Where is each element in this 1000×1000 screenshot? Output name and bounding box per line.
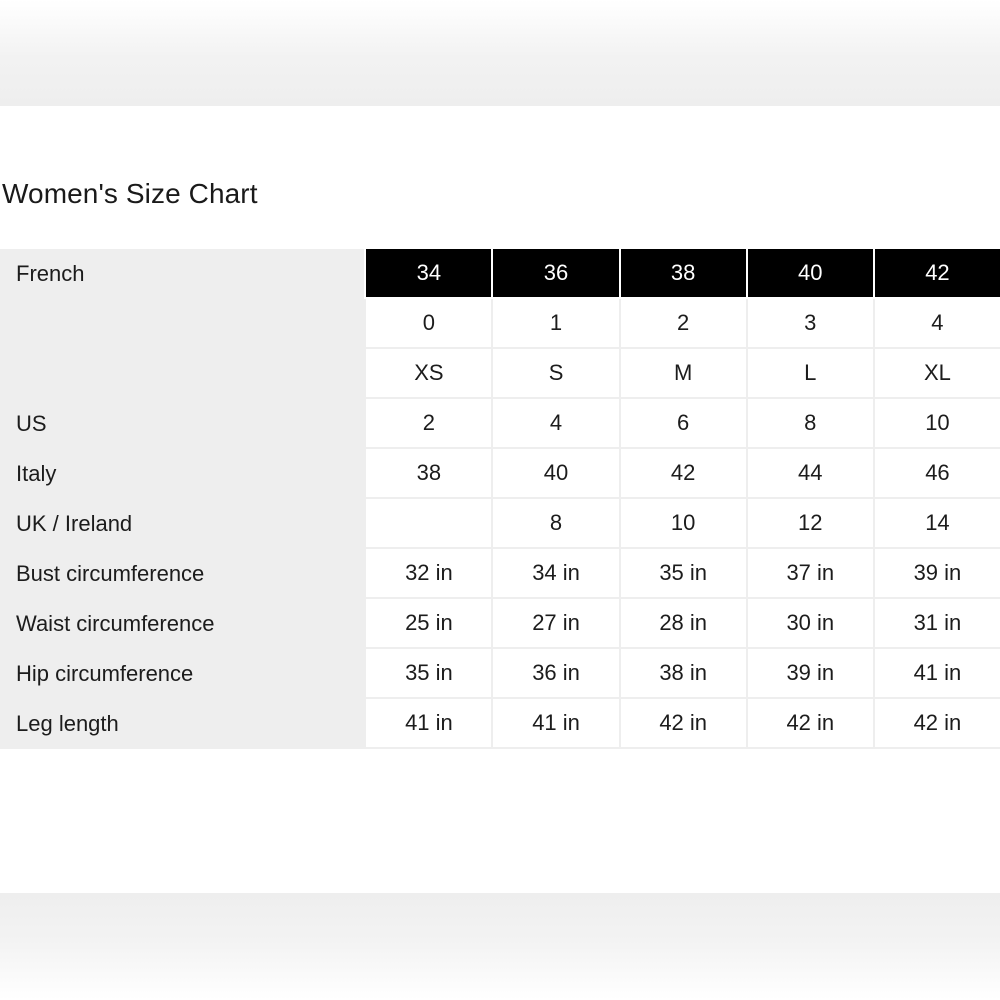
table-cell: 42	[619, 449, 746, 499]
table-cell: 35 in	[364, 649, 491, 699]
table-cell: 41 in	[873, 649, 1000, 699]
table-cell: 32 in	[364, 549, 491, 599]
table-cell: 25 in	[364, 599, 491, 649]
header-size-34: 34	[364, 249, 491, 299]
size-chart-table	[0, 249, 1000, 749]
row-label-hip: Hip circumference	[0, 649, 364, 699]
table-cell: 36 in	[491, 649, 618, 699]
table-cell: 8	[746, 399, 873, 449]
page-title: Women's Size Chart	[2, 178, 258, 209]
table-cell: 0	[364, 299, 491, 349]
table-cell: 39 in	[746, 649, 873, 699]
row-label-bust: Bust circumference	[0, 549, 364, 599]
table-cell: 38 in	[619, 649, 746, 699]
table-row-uk-ireland	[0, 499, 1000, 549]
header-size-42: 42	[873, 249, 1000, 299]
row-label-leg-length: Leg length	[0, 699, 364, 749]
table-row-numeric	[0, 299, 1000, 349]
row-label-us: US	[0, 399, 364, 449]
table-cell: 12	[746, 499, 873, 549]
top-band	[0, 0, 1000, 106]
table-cell: 42 in	[746, 699, 873, 749]
table-row-letter	[0, 349, 1000, 399]
table-cell: 6	[619, 399, 746, 449]
table-cell: 40	[491, 449, 618, 499]
table-cell: 27 in	[491, 599, 618, 649]
table-cell: 1	[491, 299, 618, 349]
table-cell: 30 in	[746, 599, 873, 649]
table-cell: L	[746, 349, 873, 399]
header-size-38: 38	[619, 249, 746, 299]
row-label-waist: Waist circumference	[0, 599, 364, 649]
row-label-italy: Italy	[0, 449, 364, 499]
table-cell: 14	[873, 499, 1000, 549]
table-cell: 34 in	[491, 549, 618, 599]
table-cell: 10	[873, 399, 1000, 449]
table-cell: 38	[364, 449, 491, 499]
table-row-hip	[0, 649, 1000, 699]
table-cell: 44	[746, 449, 873, 499]
header-size-40: 40	[746, 249, 873, 299]
table-cell: 35 in	[619, 549, 746, 599]
table-row-leg-length	[0, 699, 1000, 749]
table-cell: 41 in	[364, 699, 491, 749]
row-label	[0, 299, 364, 349]
table-cell: 2	[364, 399, 491, 449]
table-cell: 4	[491, 399, 618, 449]
table-cell: M	[619, 349, 746, 399]
table-cell: 4	[873, 299, 1000, 349]
table-cell: XS	[364, 349, 491, 399]
table-cell: 8	[491, 499, 618, 549]
row-label	[0, 349, 364, 399]
table-cell: 2	[619, 299, 746, 349]
table-cell: 28 in	[619, 599, 746, 649]
row-label-uk-ireland: UK / Ireland	[0, 499, 364, 549]
table-row-italy	[0, 449, 1000, 499]
table-row-bust	[0, 549, 1000, 599]
table-cell: 41 in	[491, 699, 618, 749]
row-label-french: French	[0, 249, 364, 299]
table-cell: 37 in	[746, 549, 873, 599]
header-size-36: 36	[491, 249, 618, 299]
table-cell: 3	[746, 299, 873, 349]
table-cell: 46	[873, 449, 1000, 499]
table-cell: XL	[873, 349, 1000, 399]
table-header-row	[0, 249, 1000, 299]
table-row-us	[0, 399, 1000, 449]
bottom-band	[0, 893, 1000, 1000]
table-cell: 10	[619, 499, 746, 549]
table-row-waist	[0, 599, 1000, 649]
table-cell: 39 in	[873, 549, 1000, 599]
table-cell: 42 in	[619, 699, 746, 749]
table-cell	[364, 499, 491, 549]
table-cell: S	[491, 349, 618, 399]
table-cell: 42 in	[873, 699, 1000, 749]
table-cell: 31 in	[873, 599, 1000, 649]
